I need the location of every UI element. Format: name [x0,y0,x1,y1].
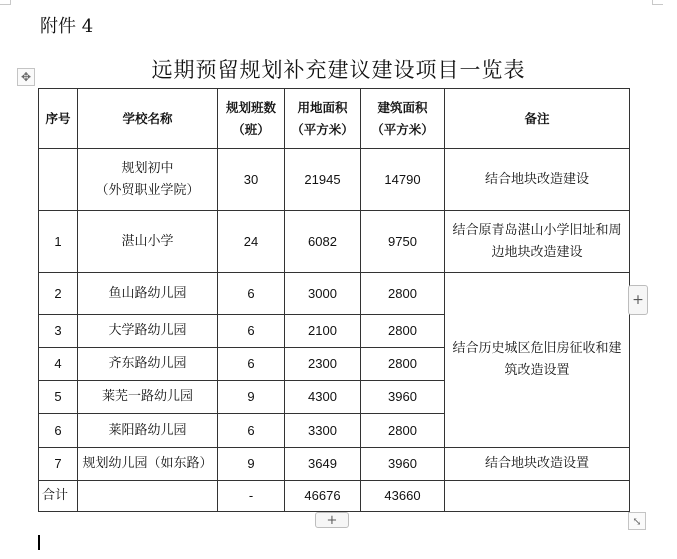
cell-building-area: 2800 [361,315,445,348]
cell-classes: 6 [218,273,285,315]
cell-classes: 30 [218,149,285,211]
cell-building-area: 2800 [361,414,445,448]
cell-classes: 24 [218,211,285,273]
cell-seq: 2 [39,273,78,315]
add-row-button[interactable] [315,512,349,528]
cell-remarks: 结合地块改造设置 [445,448,630,481]
cell-building-area: 3960 [361,448,445,481]
cell-land-area: 2100 [285,315,361,348]
cell-building-area: 9750 [361,211,445,273]
cell-building-area: 14790 [361,149,445,211]
header-building-area: 建筑面积 （平方米） [361,89,445,149]
cell-building-area: 2800 [361,273,445,315]
table-row [39,448,630,481]
total-remarks [445,481,630,512]
cell-seq: 5 [39,381,78,414]
header-remarks: 备注 [445,89,630,149]
table-row [39,211,630,273]
document-title: 远期预留规划补充建议建设项目一览表 [151,58,526,82]
cell-school-name: 莱芜一路幼儿园 [78,381,218,414]
cell-classes: 9 [218,381,285,414]
cell-school-name: 莱阳路幼儿园 [78,414,218,448]
move-icon: ✥ [20,70,32,84]
cell-land-area: 3000 [285,273,361,315]
cell-land-area: 4300 [285,381,361,414]
page-corner-mark [0,0,11,5]
cell-school-name: 规划幼儿园（如东路） [78,448,218,481]
header-land-area: 用地面积 （平方米） [285,89,361,149]
text-cursor [38,535,40,550]
table-row [39,149,630,211]
cell-building-area: 3960 [361,381,445,414]
cell-classes: 6 [218,414,285,448]
cell-seq: 3 [39,315,78,348]
attachment-label: 附件 4 [40,16,94,37]
total-land-area: 46676 [285,481,361,512]
cell-seq: 7 [39,448,78,481]
cell-school-name: 大学路幼儿园 [78,315,218,348]
cell-school-name: 规划初中 （外贸职业学院） [78,149,218,211]
plus-icon: + [632,292,644,308]
cell-seq: 6 [39,414,78,448]
cell-land-area: 3300 [285,414,361,448]
cell-seq [39,149,78,211]
cell-seq: 1 [39,211,78,273]
page-corner-mark [652,0,663,5]
total-label: 合计 [39,481,78,512]
total-classes: - [218,481,285,512]
cell-seq: 4 [39,348,78,381]
cell-classes: 9 [218,448,285,481]
header-school: 学校名称 [78,89,218,149]
cell-classes: 6 [218,315,285,348]
cell-school-name: 鱼山路幼儿园 [78,273,218,315]
plus-icon: + [326,512,338,528]
total-school [78,481,218,512]
project-table [38,88,630,512]
cell-land-area: 3649 [285,448,361,481]
cell-land-area: 6082 [285,211,361,273]
cell-remarks-merged: 结合历史城区危旧房征收和建 筑改造设置 [445,273,630,448]
header-seq: 序号 [39,89,78,149]
table-move-handle[interactable] [17,68,35,86]
cell-land-area: 2300 [285,348,361,381]
cell-building-area: 2800 [361,348,445,381]
table-row [39,273,630,315]
cell-school-name: 湛山小学 [78,211,218,273]
cell-land-area: 21945 [285,149,361,211]
header-row [39,89,630,149]
resize-diagonal-icon: ⤡ [632,514,642,528]
header-classes: 规划班数 （班） [218,89,285,149]
cell-school-name: 齐东路幼儿园 [78,348,218,381]
cell-remarks: 结合地块改造建设 [445,149,630,211]
cell-classes: 6 [218,348,285,381]
total-row [39,481,630,512]
table-resize-handle[interactable] [628,512,646,530]
cell-remarks: 结合原青岛湛山小学旧址和周 边地块改造建设 [445,211,630,273]
total-building-area: 43660 [361,481,445,512]
add-column-button[interactable] [628,285,648,315]
